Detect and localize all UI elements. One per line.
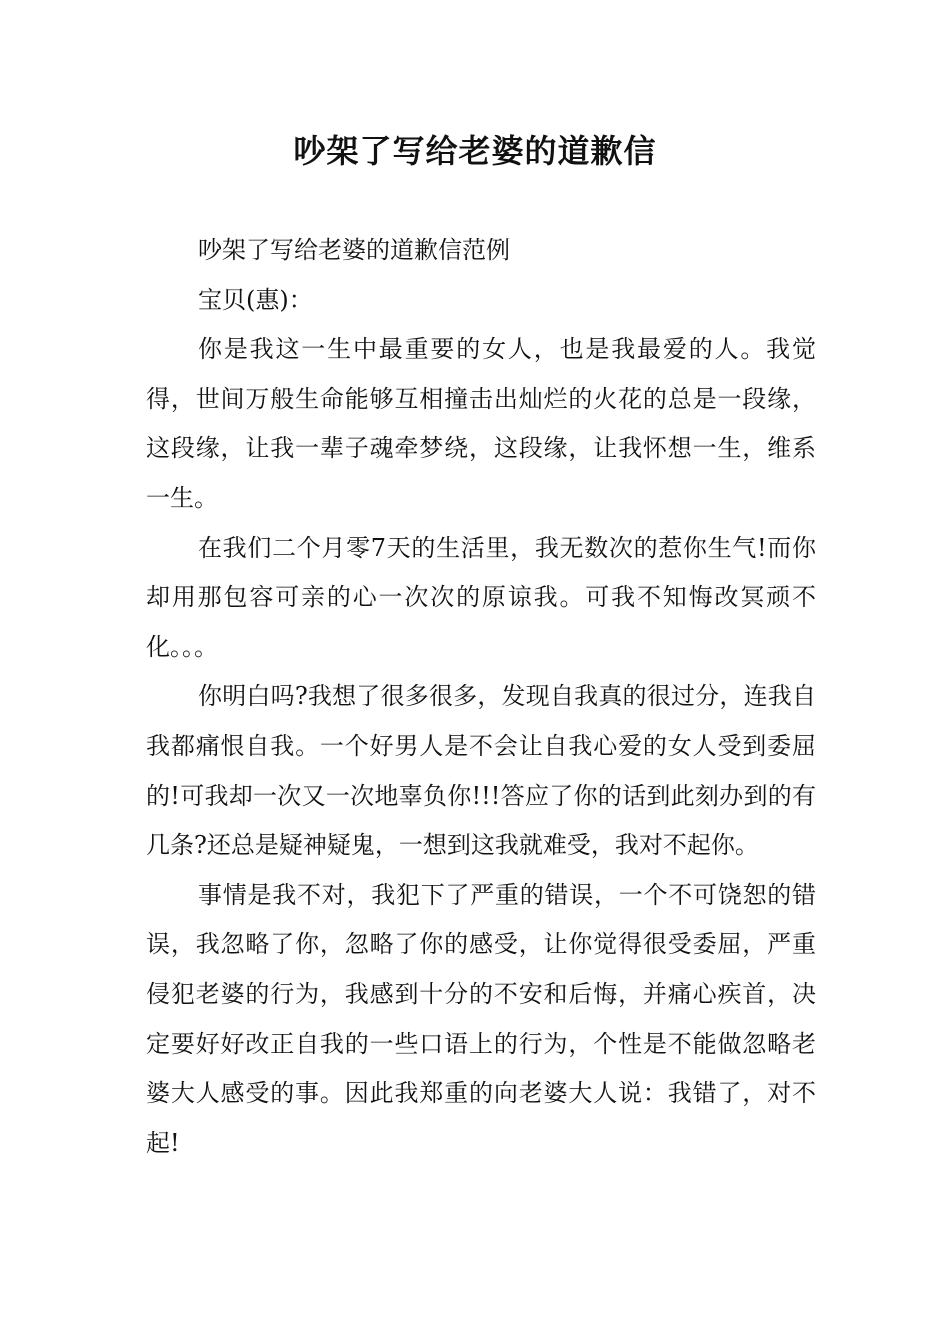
paragraph: 在我们二个月零7天的生活里，我无数次的惹你生气!而你却用那包容可亲的心一次次的原谅我。可我不知悔改冥顽不化。。。: [146, 533, 816, 661]
paragraph: 你明白吗?我想了很多很多，发现自我真的很过分，连我自我都痛恨自我。一个好男人是不会让自我心爱的女人受到委屈的!可我却一次又一次地辜负你!!!答应了你的话到此刻办到的有几条?还总是疑神疑鬼，一想到这我就难受，我对不起你。: [146, 682, 816, 860]
document-title: 吵架了写给老婆的道歉信: [293, 132, 657, 170]
paragraph: 事情是我不对，我犯下了严重的错误，一个不可饶恕的错误，我忽略了你，忽略了你的感受，让你觉得很受委屈，严重侵犯老婆的行为，我感到十分的不安和后悔，并痛心疾首，决定要好好改正自我的一些口语上的行为，个性是不能做忽略老婆大人感受的事。因此我郑重的向老婆大人说：我错了，对不起!: [146, 880, 816, 1157]
document-body: [146, 226, 816, 1168]
paragraph-subtitle: 吵架了写给老婆的道歉信范例: [198, 236, 510, 264]
paragraph: 你是我这一生中最重要的女人，也是我最爱的人。我觉得，世间万般生命能够互相撞击出灿烂的火花的总是一段缘，这段缘，让我一辈子魂牵梦绕，这段缘，让我怀想一生，维系一生。: [146, 335, 816, 512]
paragraph-salutation: 宝贝(惠)：: [198, 285, 313, 314]
